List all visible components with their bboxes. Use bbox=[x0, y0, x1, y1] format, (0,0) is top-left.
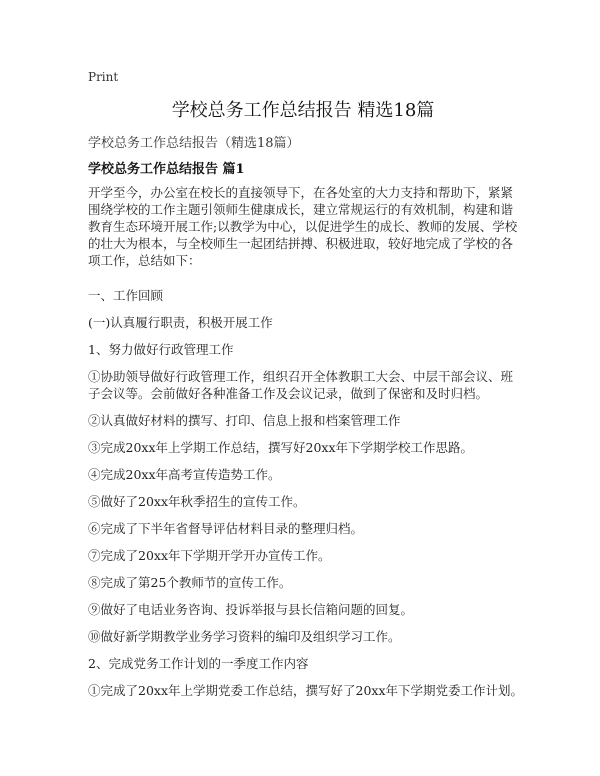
list-item: ④完成20xx年高考宣传造势工作。 bbox=[88, 467, 281, 482]
list-item: ⑧完成了第25个教师节的宣传工作。 bbox=[88, 575, 292, 590]
list-item: ⑩做好新学期教学业务学习资料的编印及组织学习工作。 bbox=[88, 629, 401, 644]
list-item: ②认真做好材料的撰写、打印、信息上报和档案管理工作 bbox=[88, 413, 401, 428]
document-body bbox=[88, 184, 524, 709]
list-item: ①协助领导做好行政管理工作，组织召开全体教职工大会、中层干部会议、班子会议等。会前做好各种准备工作及会议记录，做到了保密和及时归档。 bbox=[88, 369, 514, 401]
intro-paragraph: 开学至今，办公室在校长的直接领导下，在各处室的大力支持和帮助下，紧紧围绕学校的工作主题引领师生健康成长，建立常规运行的有效机制，构建和谐教育生态环境开展工作;以教学为中心，以促进学生的成长、教师的发展、学校的壮大为根本，与全校师生一起团结拼搏、积极进取，较好地完成了学校的各项工作，总结如下： bbox=[88, 185, 518, 268]
page-title: 学校总务工作总结报告 精选18篇 bbox=[171, 100, 435, 121]
item-heading: 2、完成党务工作计划的一季度工作内容 bbox=[88, 656, 309, 671]
subsection-heading: (一)认真履行职责，积极开展工作 bbox=[88, 315, 273, 330]
list-item: ⑦完成了20xx年下学期开学开办宣传工作。 bbox=[88, 548, 331, 563]
list-item: ①完成了20xx年上学期党委工作总结，撰写好了20xx年下学期党委工作计划。 bbox=[88, 683, 524, 698]
list-item: ⑤做好了20xx年秋季招生的宣传工作。 bbox=[88, 494, 306, 509]
outline-heading: 一、工作回顾 bbox=[88, 288, 164, 303]
list-item: ⑨做好了电话业务咨询、投诉举报与县长信箱问题的回复。 bbox=[88, 602, 414, 617]
section-heading: 学校总务工作总结报告 篇1 bbox=[88, 162, 245, 177]
item-heading: 1、努力做好行政管理工作 bbox=[88, 342, 234, 357]
print-link[interactable]: Print bbox=[88, 70, 119, 84]
list-item: ③完成20xx年上学期工作总结，撰写好20xx年下学期学校工作思路。 bbox=[88, 440, 474, 455]
list-item: ⑥完成了下半年省督导评估材料目录的整理归档。 bbox=[88, 521, 364, 536]
document-subtitle: 学校总务工作总结报告（精选18篇） bbox=[88, 136, 300, 151]
